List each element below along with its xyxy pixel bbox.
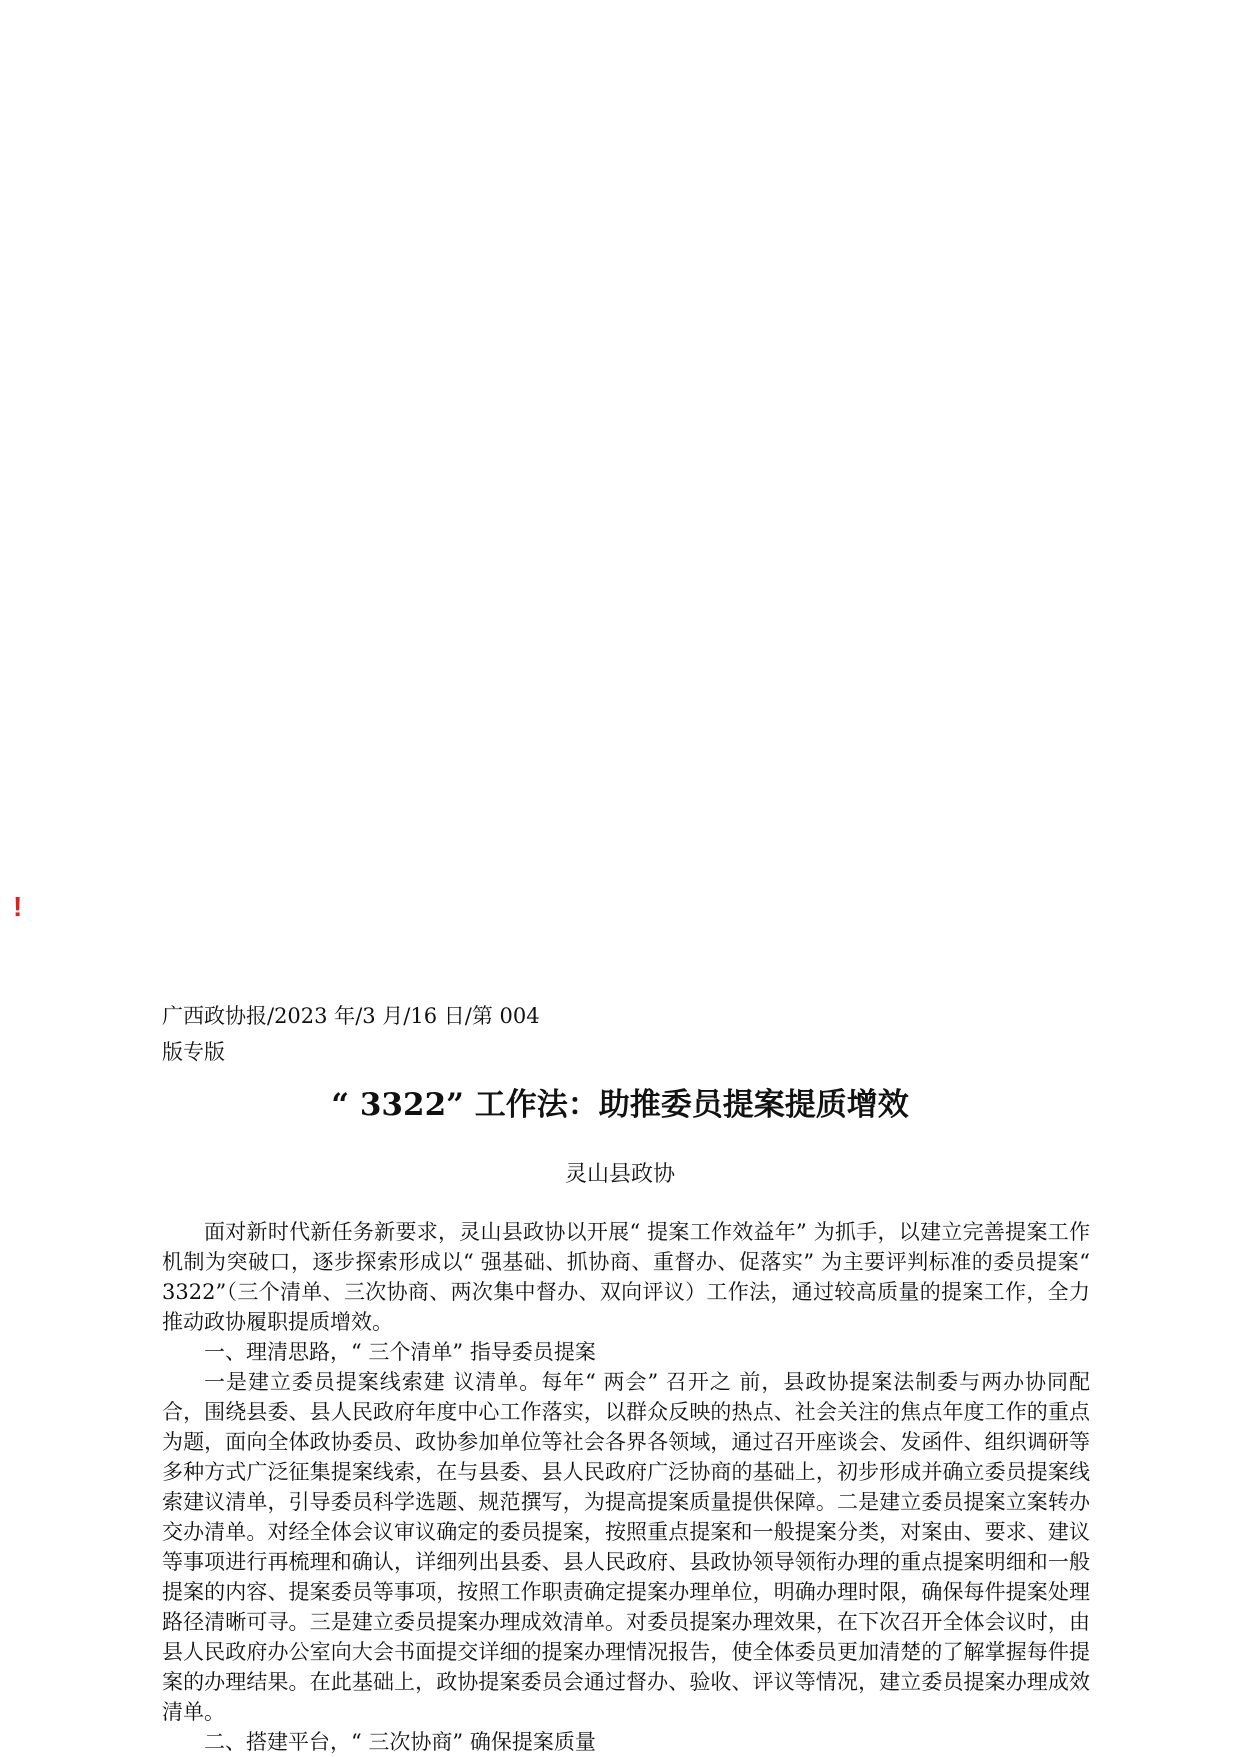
red-exclamation-mark: ! — [13, 891, 23, 922]
intro-paragraph: 面对新时代新任务新要求，灵山县政协以开展“ 提案工作效益年” 为抓手，以建立完善提案工作机制为突破口，逐步探索形成以“ 强基础、抓协商、重督办、促落实” 为主要评判标准的委员提案“ 3322”（三个清单、三次协商、两次集中督办、双向评议）工作法，通过较高质量的提案工作，全力推动政协履职提质增效。 — [162, 1220, 1090, 1334]
article-body — [162, 1217, 1090, 1757]
section-heading: 一、理清思路，“ 三个清单” 指导委员提案 — [204, 1340, 596, 1364]
source-line: 广西政协报/2023 年/3 月/16 日/第 004 — [162, 1004, 540, 1028]
source-line: 版专版 — [162, 1040, 225, 1064]
article-title: “ 3322” 工作法：助推委员提案提质增效 — [331, 1087, 909, 1123]
section-heading: 二、搭建平台，“ 三次协商” 确保提案质量 — [204, 1730, 596, 1754]
article-author: 灵山县政协 — [564, 1162, 675, 1187]
source-info — [162, 998, 542, 1070]
body-paragraph: 一是建立委员提案线索建 议清单。每年“ 两会” 召开之 前，县政协提案法制委与两办协同配合，围绕县委、县人民政府年度中心工作落实，以群众反映的热点、社会关注的焦点年度工作的重点为题，面向全体政协委员、政协参加单位等社会各界各领域，通过召开座谈会、发函件、组织调研等多种方式广泛征集提案线索，在与县委、县人民政府广泛协商的基础上，初步形成并确立委员提案线索建议清单，引导委员科学选题、规范撰写，为提高提案质量提供保障。二是建立委员提案立案转办交办清单。对经全体会议审议确定的委员提案，按照重点提案和一般提案分类，对案由、要求、建议等事项进行再梳理和确认，详细列出县委、县人民政府、县政协领导领衔办理的重点提案明细和一般提案的内容、提案委员等事项，按照工作职责确定提案办理单位，明确办理时限，确保每件提案处理路径清晰可寻。三是建立委员提案办理成效清单。对委员提案办理效果，在下次召开全体会议时，由县人民政府办公室向大会书面提交详细的提案办理情况报告，使全体委员更加清楚的了解掌握每件提案的办理结果。在此基础上，政协提案委员会通过督办、验收、评议等情况，建立委员提案办理成效清单。 — [162, 1370, 1090, 1724]
